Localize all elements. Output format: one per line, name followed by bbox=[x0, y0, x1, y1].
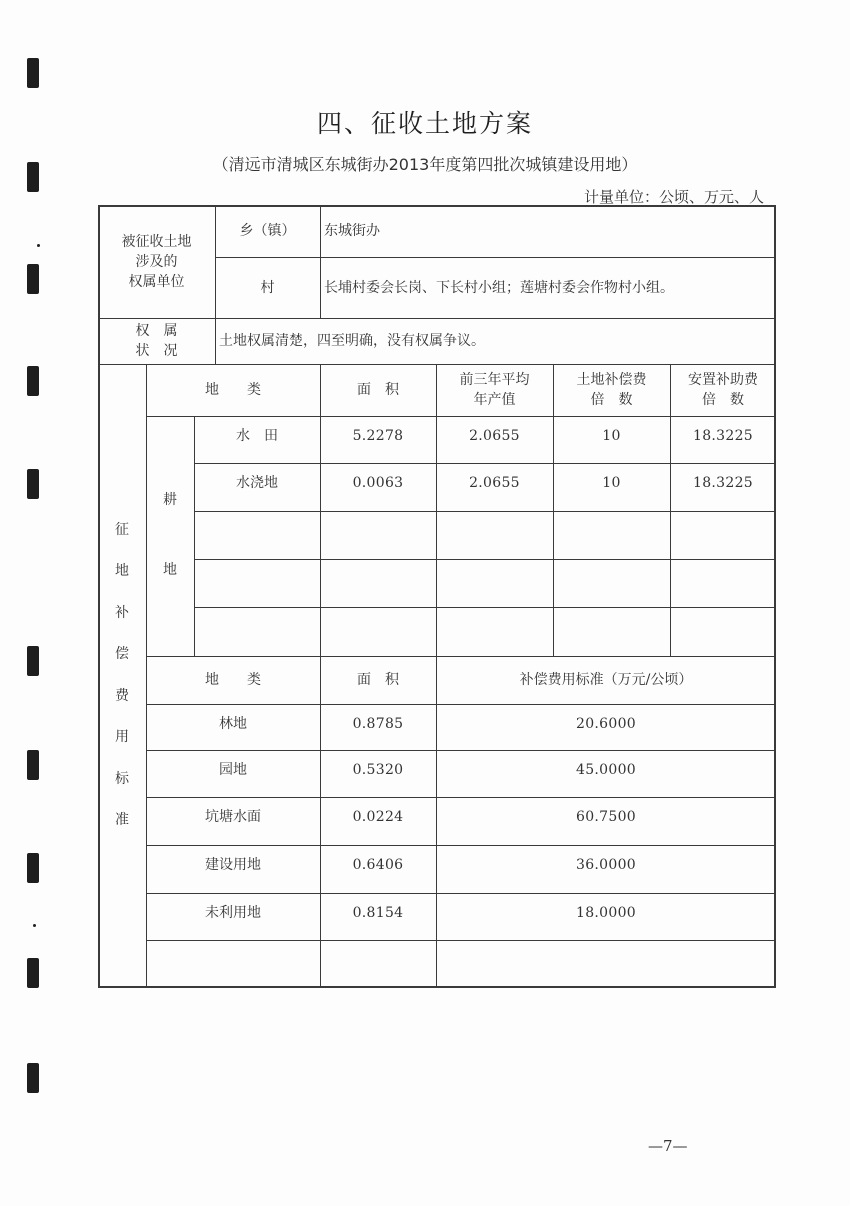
header-resettle-multiple: 安置补助费 倍 数 bbox=[688, 372, 758, 408]
village-label: 村 bbox=[260, 279, 275, 296]
table-row-cell-land-comp: 10 bbox=[602, 428, 621, 444]
ownership-section-label: 被征收土地 涉及的 权属单位 bbox=[121, 233, 192, 290]
table-row-cell-area: 0.0063 bbox=[352, 475, 404, 491]
table-row-cell-land-type: 林地 bbox=[219, 716, 247, 732]
table-row-cell-resettle: 18.3225 bbox=[693, 428, 753, 444]
unit-note: 计量单位：公顷、万元、人 bbox=[583, 188, 764, 206]
table-row-cell-land-type: 水 田 bbox=[236, 428, 278, 444]
compensation-section-label: 征 地 补 偿 费 用 标 准 bbox=[115, 522, 129, 828]
ownership-status-value: 土地权属清楚，四至明确，没有权属争议。 bbox=[219, 333, 485, 349]
cultivated-land-label: 耕 地 bbox=[163, 492, 177, 578]
table-row-cell-area: 0.8785 bbox=[352, 716, 404, 732]
binder-mark bbox=[27, 1063, 39, 1093]
table-row-cell-avg-output: 2.0655 bbox=[469, 475, 520, 491]
grid-line bbox=[146, 940, 776, 941]
grid-line bbox=[194, 607, 776, 608]
binder-mark bbox=[27, 646, 39, 676]
table-row-cell-area: 0.5320 bbox=[352, 762, 404, 778]
table-row-cell-standard: 18.0000 bbox=[576, 905, 636, 921]
table-row-cell-land-type: 园地 bbox=[219, 762, 247, 778]
binder-mark bbox=[27, 750, 39, 780]
binder-mark bbox=[27, 958, 39, 988]
grid-line bbox=[194, 559, 776, 560]
table-row-cell-area: 0.0224 bbox=[352, 809, 404, 825]
header-land-comp-multiple: 土地补偿费 倍 数 bbox=[576, 372, 647, 408]
table-row-cell-area: 5.2278 bbox=[352, 428, 404, 444]
grid-line bbox=[194, 511, 776, 512]
binder-mark bbox=[27, 58, 39, 88]
table-row-cell-standard: 36.0000 bbox=[576, 857, 636, 873]
header-area: 面 积 bbox=[357, 382, 399, 398]
table-row-cell-avg-output: 2.0655 bbox=[469, 428, 520, 444]
table-row-cell-land-type: 坑塘水面 bbox=[205, 809, 261, 825]
table-row-cell-land-type: 水浇地 bbox=[236, 475, 278, 491]
township-label: 乡（镇） bbox=[239, 223, 296, 239]
scan-speck bbox=[33, 924, 36, 927]
binder-mark bbox=[27, 366, 39, 396]
table-row-cell-standard: 45.0000 bbox=[576, 762, 636, 778]
table-row-cell-area: 0.8154 bbox=[352, 905, 404, 921]
village-value: 长埔村委会长岗、下长村小组；莲塘村委会作物村小组。 bbox=[324, 279, 674, 296]
binder-mark bbox=[27, 264, 39, 294]
page-number: —7— bbox=[648, 1137, 688, 1155]
table-row-cell-resettle: 18.3225 bbox=[693, 475, 753, 491]
ownership-status-label: 权 属 状 况 bbox=[135, 323, 178, 359]
header-other-land-type: 地 类 bbox=[205, 672, 261, 688]
table-row-cell-area: 0.6406 bbox=[352, 857, 404, 873]
header-other-area: 面 积 bbox=[357, 672, 399, 688]
binder-mark bbox=[27, 853, 39, 883]
scan-speck bbox=[37, 244, 40, 247]
table-row-cell-land-type: 未利用地 bbox=[205, 905, 261, 921]
binder-mark bbox=[27, 469, 39, 499]
township-value: 东城街办 bbox=[324, 223, 380, 239]
page-title: 四、征收土地方案 bbox=[316, 109, 533, 138]
table-row-cell-standard: 20.6000 bbox=[576, 716, 636, 732]
page-subtitle: （清远市清城区东城街办2013年度第四批次城镇建设用地） bbox=[212, 155, 638, 174]
table-row-cell-standard: 60.7500 bbox=[576, 809, 636, 825]
header-avg-output: 前三年平均 年产值 bbox=[459, 372, 530, 408]
header-compensation-standard: 补偿费用标准（万元/公顷） bbox=[519, 672, 693, 688]
table-row-cell-land-type: 建设用地 bbox=[205, 857, 261, 873]
table-row-cell-land-comp: 10 bbox=[602, 475, 621, 491]
header-land-type: 地 类 bbox=[205, 382, 261, 398]
